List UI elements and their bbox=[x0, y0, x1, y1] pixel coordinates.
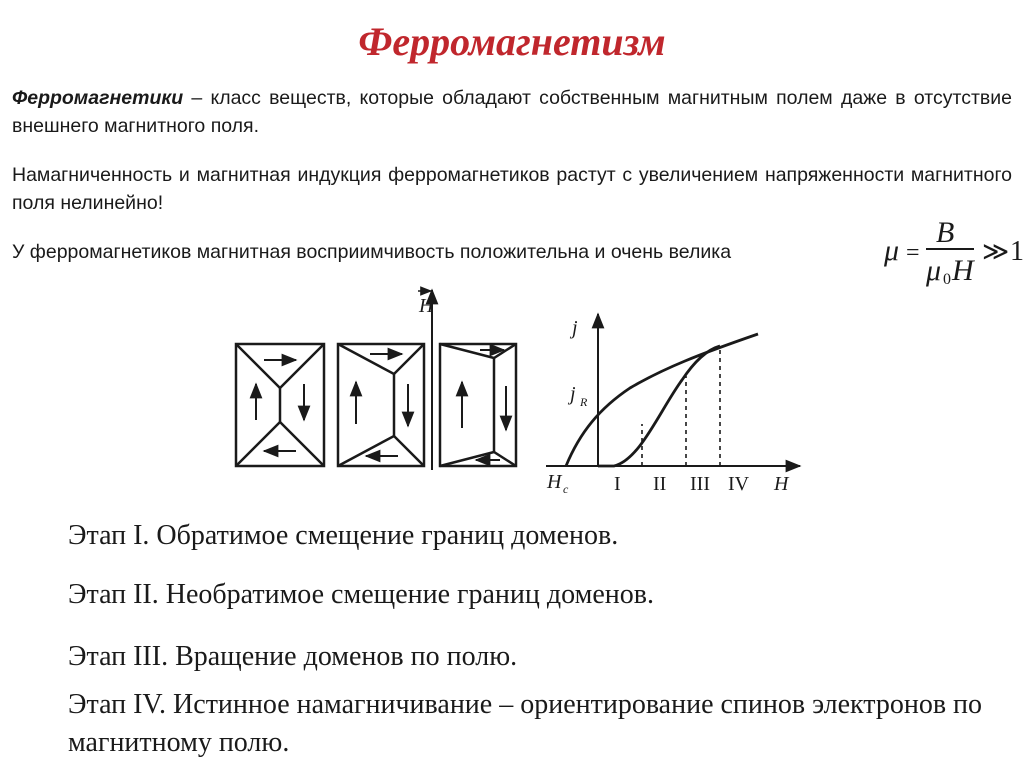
field-label: H bbox=[419, 295, 434, 317]
field-vector-label bbox=[418, 291, 435, 317]
formula-denominator-mu: μ bbox=[926, 254, 942, 287]
stage-4-text: Этап IV. Истинное намагничивание – ориентирование спинов электронов по магнитному полю. bbox=[68, 689, 983, 758]
formula-numerator: B bbox=[936, 216, 955, 249]
hc-subscript: c bbox=[563, 482, 569, 496]
jr-label: j bbox=[570, 383, 576, 405]
formula-denominator-h: H bbox=[952, 254, 974, 287]
definition-term: Ферромагнетики bbox=[12, 87, 184, 109]
stage-2-text: Этап II. Необратимое смещение границ доменов. bbox=[68, 579, 654, 610]
x-axis-label: H bbox=[774, 473, 789, 495]
formula-equals: = bbox=[906, 240, 920, 266]
definition-text: – класс веществ, которые обладают собственным магнитным полем даже в отсутствие внешнего магнитного поля. bbox=[12, 87, 1012, 137]
stage-3-text: Этап III. Вращение доменов по полю. bbox=[68, 641, 518, 672]
domain-rectangle-1 bbox=[236, 344, 324, 466]
formula-denominator-sub: 0 bbox=[943, 271, 951, 288]
susceptibility-formula bbox=[882, 214, 1024, 288]
formula-much-greater: ≫ bbox=[982, 237, 1010, 266]
ferromagnet-definition bbox=[12, 84, 1012, 140]
initial-magnetization-curve bbox=[598, 346, 720, 466]
stage-tick-3: III bbox=[690, 473, 710, 495]
domain-rectangle-2 bbox=[338, 344, 424, 466]
slide-title: Ферромагнетизм bbox=[358, 19, 666, 64]
hc-label: H bbox=[547, 471, 562, 493]
formula-mu: μ bbox=[884, 234, 900, 267]
stage-tick-4: IV bbox=[728, 473, 750, 495]
y-axis-label: j bbox=[572, 317, 578, 339]
stage-tick-1: I bbox=[614, 473, 621, 495]
jr-subscript: R bbox=[580, 395, 588, 409]
stage-1-text: Этап I. Обратимое смещение границ доменов. bbox=[68, 520, 619, 551]
nonlinear-growth-text: Намагниченность и магнитная индукция ферромагнетиков растут с увеличением напряженности магнитного поля нелинейно! bbox=[12, 164, 1012, 214]
domain-rectangle-3 bbox=[440, 344, 516, 466]
susceptibility-text: У ферромагнетиков магнитная восприимчивость положительна и очень велика bbox=[12, 241, 732, 263]
hysteresis-branch-curve bbox=[566, 334, 758, 466]
formula-rhs: 1 bbox=[1010, 236, 1024, 267]
stage-tick-2: II bbox=[653, 473, 667, 495]
